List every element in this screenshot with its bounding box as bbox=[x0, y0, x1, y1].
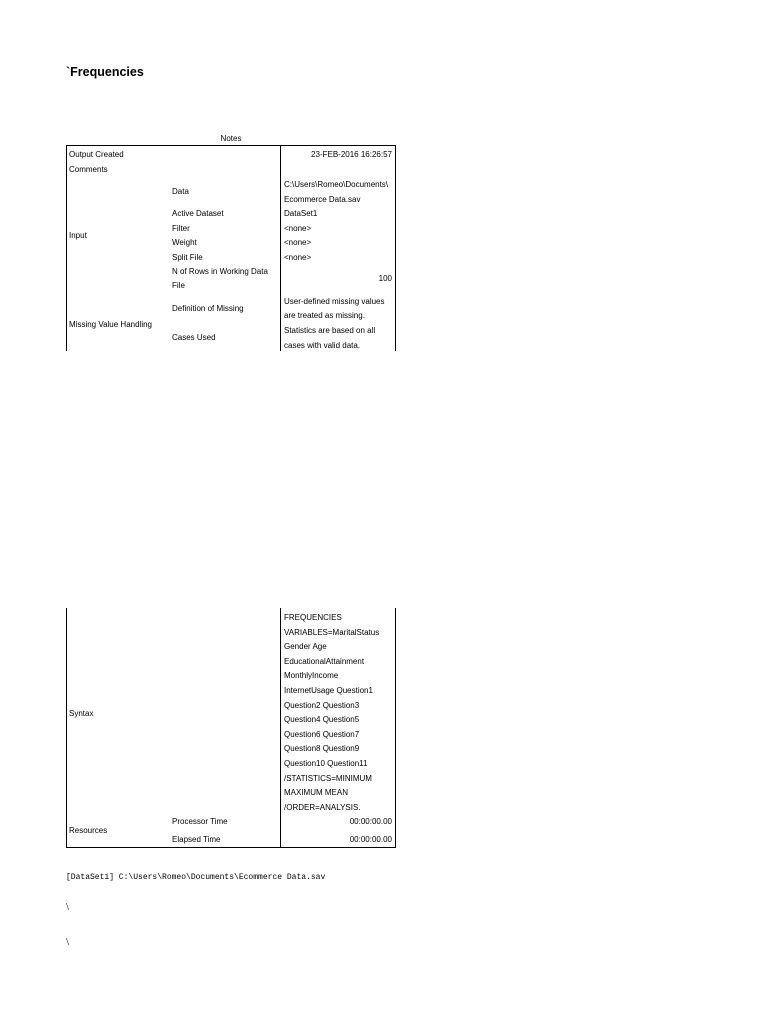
comments-label: Comments bbox=[69, 165, 108, 174]
filter-value: <none> bbox=[284, 224, 312, 233]
syntax-line: EducationalAttainment bbox=[284, 656, 365, 666]
processor-time-value: 00:00:00.00 bbox=[349, 817, 392, 826]
dataset-path-line: [DataSet1] C:\Users\Romeo\Documents\Ecommerce Data.sav bbox=[66, 873, 326, 882]
syntax-line: MAXIMUM MEAN bbox=[284, 788, 348, 798]
syntax-line: Question4 Question5 bbox=[284, 715, 360, 725]
filter-label: Filter bbox=[172, 224, 190, 233]
resources-label: Resources bbox=[69, 826, 108, 835]
syntax-line: /STATISTICS=MINIMUM bbox=[284, 773, 372, 783]
syntax-line: Gender Age bbox=[284, 642, 327, 652]
table2-left-border bbox=[66, 608, 67, 847]
elapsed-time-value: 00:00:00.00 bbox=[349, 835, 392, 844]
output-created-value: 23-FEB-2016 16:26:57 bbox=[311, 150, 392, 159]
data-value-line-1: C:\Users\Romeo\Documents\ bbox=[284, 180, 389, 189]
syntax-line: FREQUENCIES bbox=[284, 613, 342, 622]
syntax-line: Question2 Question3 bbox=[284, 700, 360, 710]
cases-used-value-line-2: cases with valid data. bbox=[284, 341, 361, 350]
syntax-label: Syntax bbox=[69, 709, 94, 718]
split-file-value: <none> bbox=[284, 253, 312, 262]
syntax-line: Question10 Question11 bbox=[284, 759, 368, 768]
table-top-border bbox=[66, 145, 396, 146]
syntax-line: Question6 Question7 bbox=[284, 729, 360, 739]
active-dataset-value: DataSet1 bbox=[284, 209, 318, 218]
data-value-line-2: Ecommerce Data.sav bbox=[284, 195, 361, 204]
n-rows-value: 100 bbox=[378, 274, 392, 283]
table2-right-border bbox=[395, 608, 396, 847]
input-label: Input bbox=[69, 231, 87, 240]
definition-of-missing-label: Definition of Missing bbox=[172, 304, 244, 313]
backslash-line-1: \ bbox=[66, 901, 70, 913]
processor-time-label: Processor Time bbox=[172, 817, 228, 826]
missing-value-handling-label: Missing Value Handling bbox=[69, 320, 153, 329]
cases-used-label: Cases Used bbox=[172, 333, 216, 342]
output-created-label: Output Created bbox=[69, 150, 124, 159]
split-file-label: Split File bbox=[172, 253, 203, 262]
table-column-divider bbox=[280, 145, 281, 351]
table-right-border bbox=[395, 145, 396, 351]
definition-of-missing-value-line-2: are treated as missing. bbox=[284, 311, 365, 320]
definition-of-missing-value-line-1: User-defined missing values bbox=[284, 297, 385, 306]
data-label: Data bbox=[172, 187, 189, 196]
table-left-border bbox=[66, 145, 67, 351]
cases-used-value-line-1: Statistics are based on all bbox=[284, 326, 376, 335]
notes-caption: Notes bbox=[220, 134, 242, 143]
n-rows-label-line-1: N of Rows in Working Data bbox=[172, 267, 268, 276]
weight-label: Weight bbox=[172, 238, 197, 247]
page-heading: `Frequencies bbox=[66, 65, 144, 79]
syntax-line: InternetUsage Question1 bbox=[284, 686, 373, 695]
active-dataset-label: Active Dataset bbox=[172, 209, 224, 218]
weight-value: <none> bbox=[284, 238, 312, 247]
syntax-line: MonthlyIncome bbox=[284, 671, 339, 681]
elapsed-time-label: Elapsed Time bbox=[172, 835, 221, 844]
syntax-line: /ORDER=ANALYSIS. bbox=[284, 802, 361, 812]
backslash-line-2: \ bbox=[66, 936, 70, 948]
syntax-line: Question8 Question9 bbox=[284, 744, 360, 754]
table2-bottom-border bbox=[66, 847, 396, 848]
n-rows-label-line-2: File bbox=[172, 281, 185, 290]
syntax-line: VARIABLES=MaritalStatus bbox=[284, 627, 380, 637]
table2-column-divider bbox=[280, 608, 281, 847]
